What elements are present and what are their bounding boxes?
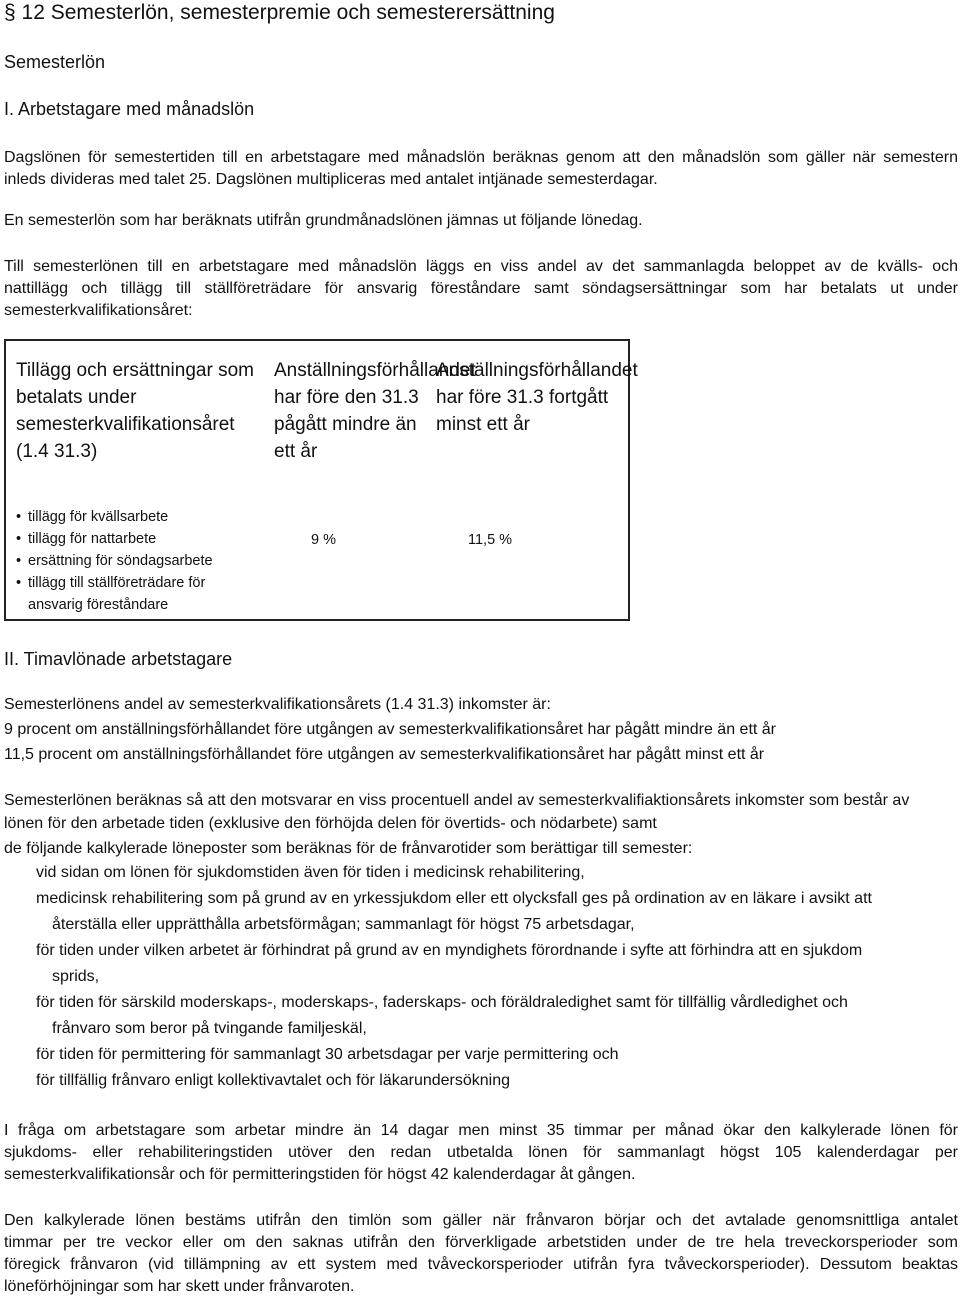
paragraph-line: timmar per tre veckor eller om den saknas utifrån den förverkligade arbetstiden under de tre hela treveckorsperioder som [4, 1234, 958, 1251]
paragraph-part-time [4, 1120, 958, 1186]
list-item: medicinsk rehabilitering som på grund av en yrkessjukdom eller ett olycksfall ges på ordination av en läkare i avsikt att [36, 890, 872, 907]
paragraph-line: Semesterlönens andel av semesterkvalifikationsårets (1.4 31.3) inkomster är: [4, 696, 551, 713]
table-value-less-than-year: 9 % [311, 532, 336, 548]
list-item: för tiden för särskild moderskaps-, moderskaps-, faderskaps- och föräldraledighet samt för tillfällig vårdledighet och [36, 994, 848, 1011]
paragraph-line: nattillägg och tillägg till ställföreträdare för ansvarig föreståndare samt söndagsersättningar som har betalats ut under [4, 280, 958, 297]
paragraph-line: Semesterlönen beräknas så att den motsvarar en viss procentuell andel av semesterkvalifiaktionsårets inkomster som består av [4, 792, 910, 809]
list-item: • tillägg för nattarbete [16, 528, 256, 550]
table-supplement-list [16, 506, 256, 616]
list-item: vid sidan om lönen för sjukdomstiden även för tiden i medicinsk rehabilitering, [36, 864, 585, 881]
paragraph-line: Den kalkylerade lönen bestäms utifrån den timlön som gäller när frånvaron börjar och det avtalade genomsnittliga antalet [4, 1212, 958, 1229]
list-item-continued: sprids, [52, 968, 100, 985]
paragraph-line: lönen för den arbetade tiden (exklusive den förhöjda delen för övertids- och nödarbete) samt [4, 815, 657, 832]
subheading: Semesterlön [4, 52, 106, 72]
table-header-less-than-year: Anställningsförhållandet har före den 31.3 pågått mindre än ett år [274, 360, 476, 462]
paragraph-line: föregick frånvaron (vid tillämpning av ett system med tvåveckorsperioder utifrån fyra tvåveckorsperioder). Dessutom beaktas [4, 1256, 958, 1273]
table-header-at-least-year: Anställningsförhållandet har före 31.3 fortgått minst ett år [436, 360, 638, 435]
paragraph-line: sjukdoms- eller rehabiliteringstiden utöver den redan utbetalda lönen för sammanlagt högst 105 kalenderdagar per [4, 1144, 958, 1161]
list-item: för tiden under vilken arbetet är förhindrat på grund av en myndighets förordnande i syfte att förhindra att en sjukdom [36, 942, 863, 959]
section-title-monthly: I. Arbetstagare med månadslön [4, 99, 255, 119]
paragraph-calculation [4, 790, 958, 860]
supplement-table [4, 339, 638, 621]
list-item: • tillägg till ställföreträdare för ansvarig föreståndare [16, 572, 256, 616]
absence-list [4, 862, 958, 1092]
paragraph-line: Dagslönen för semestertiden till en arbetstagare med månadslön beräknas genom att den månadslön som gäller när semestern [4, 149, 958, 166]
paragraph-line: semesterkvalifikationsår och för permitteringstiden för högst 42 kalenderdagar åt gången. [4, 1166, 636, 1183]
paragraph-line: 9 procent om anställningsförhållandet före utgången av semesterkvalifikationsåret har pågått mindre än ett år [4, 721, 776, 738]
paragraph-line: semesterkvalifikationsåret: [4, 302, 193, 319]
table-value-at-least-year: 11,5 % [468, 532, 513, 548]
paragraph-supplements [4, 256, 958, 322]
list-item-continued: återställa eller upprätthålla arbetsförmågan; sammanlagt för högst 75 arbetsdagar, [52, 916, 635, 933]
paragraph-hourly-share [4, 694, 958, 766]
paragraph-daily-wage [4, 147, 958, 191]
list-item: för tiden för permittering för sammanlagt 30 arbetsdagar per varje permittering och [36, 1046, 619, 1063]
table-header-supplements: Tillägg och ersättningar som betalats under semesterkvalifikationsåret (1.4 31.3) [16, 360, 254, 462]
list-item: • ersättning för söndagsarbete [16, 550, 256, 572]
list-item: • tillägg för kvällsarbete [16, 506, 256, 528]
paragraph-equalization: En semesterlön som har beräknats utifrån grundmånadslönen jämnas ut följande lönedag. [4, 212, 643, 229]
paragraph-line: Till semesterlönen till en arbetstagare med månadslön läggs en viss andel av det sammanlagda beloppet av de kvälls- och [4, 258, 958, 275]
paragraph-line: de följande kalkylerade löneposter som beräknas för de frånvarotider som berättigar till semester: [4, 840, 693, 857]
paragraph-line: löneförhöjningar som har skett under frånvaroten. [4, 1278, 355, 1295]
section-title-hourly: II. Timavlönade arbetstagare [4, 649, 233, 669]
paragraph-line: I fråga om arbetstagare som arbetar mindre än 14 dagar men minst 35 timmar per månad ökar den kalkylerade lönen för [4, 1122, 958, 1139]
paragraph-line: 11,5 procent om anställningsförhållandet före utgången av semesterkvalifikationsåret har pågått minst ett år [4, 746, 765, 763]
paragraph-line: inleds divideras med talet 25. Dagslönen multipliceras med antalet intjänade semesterdagar. [4, 171, 658, 188]
paragraph-calculated-wage [4, 1210, 958, 1298]
list-item: för tillfällig frånvaro enligt kollektivavtalet och för läkarundersökning [36, 1072, 511, 1089]
document-heading: § 12 Semesterlön, semesterpremie och semesterersättning [4, 1, 555, 24]
list-item-continued: frånvaro som beror på tvingande familjeskäl, [52, 1020, 367, 1037]
